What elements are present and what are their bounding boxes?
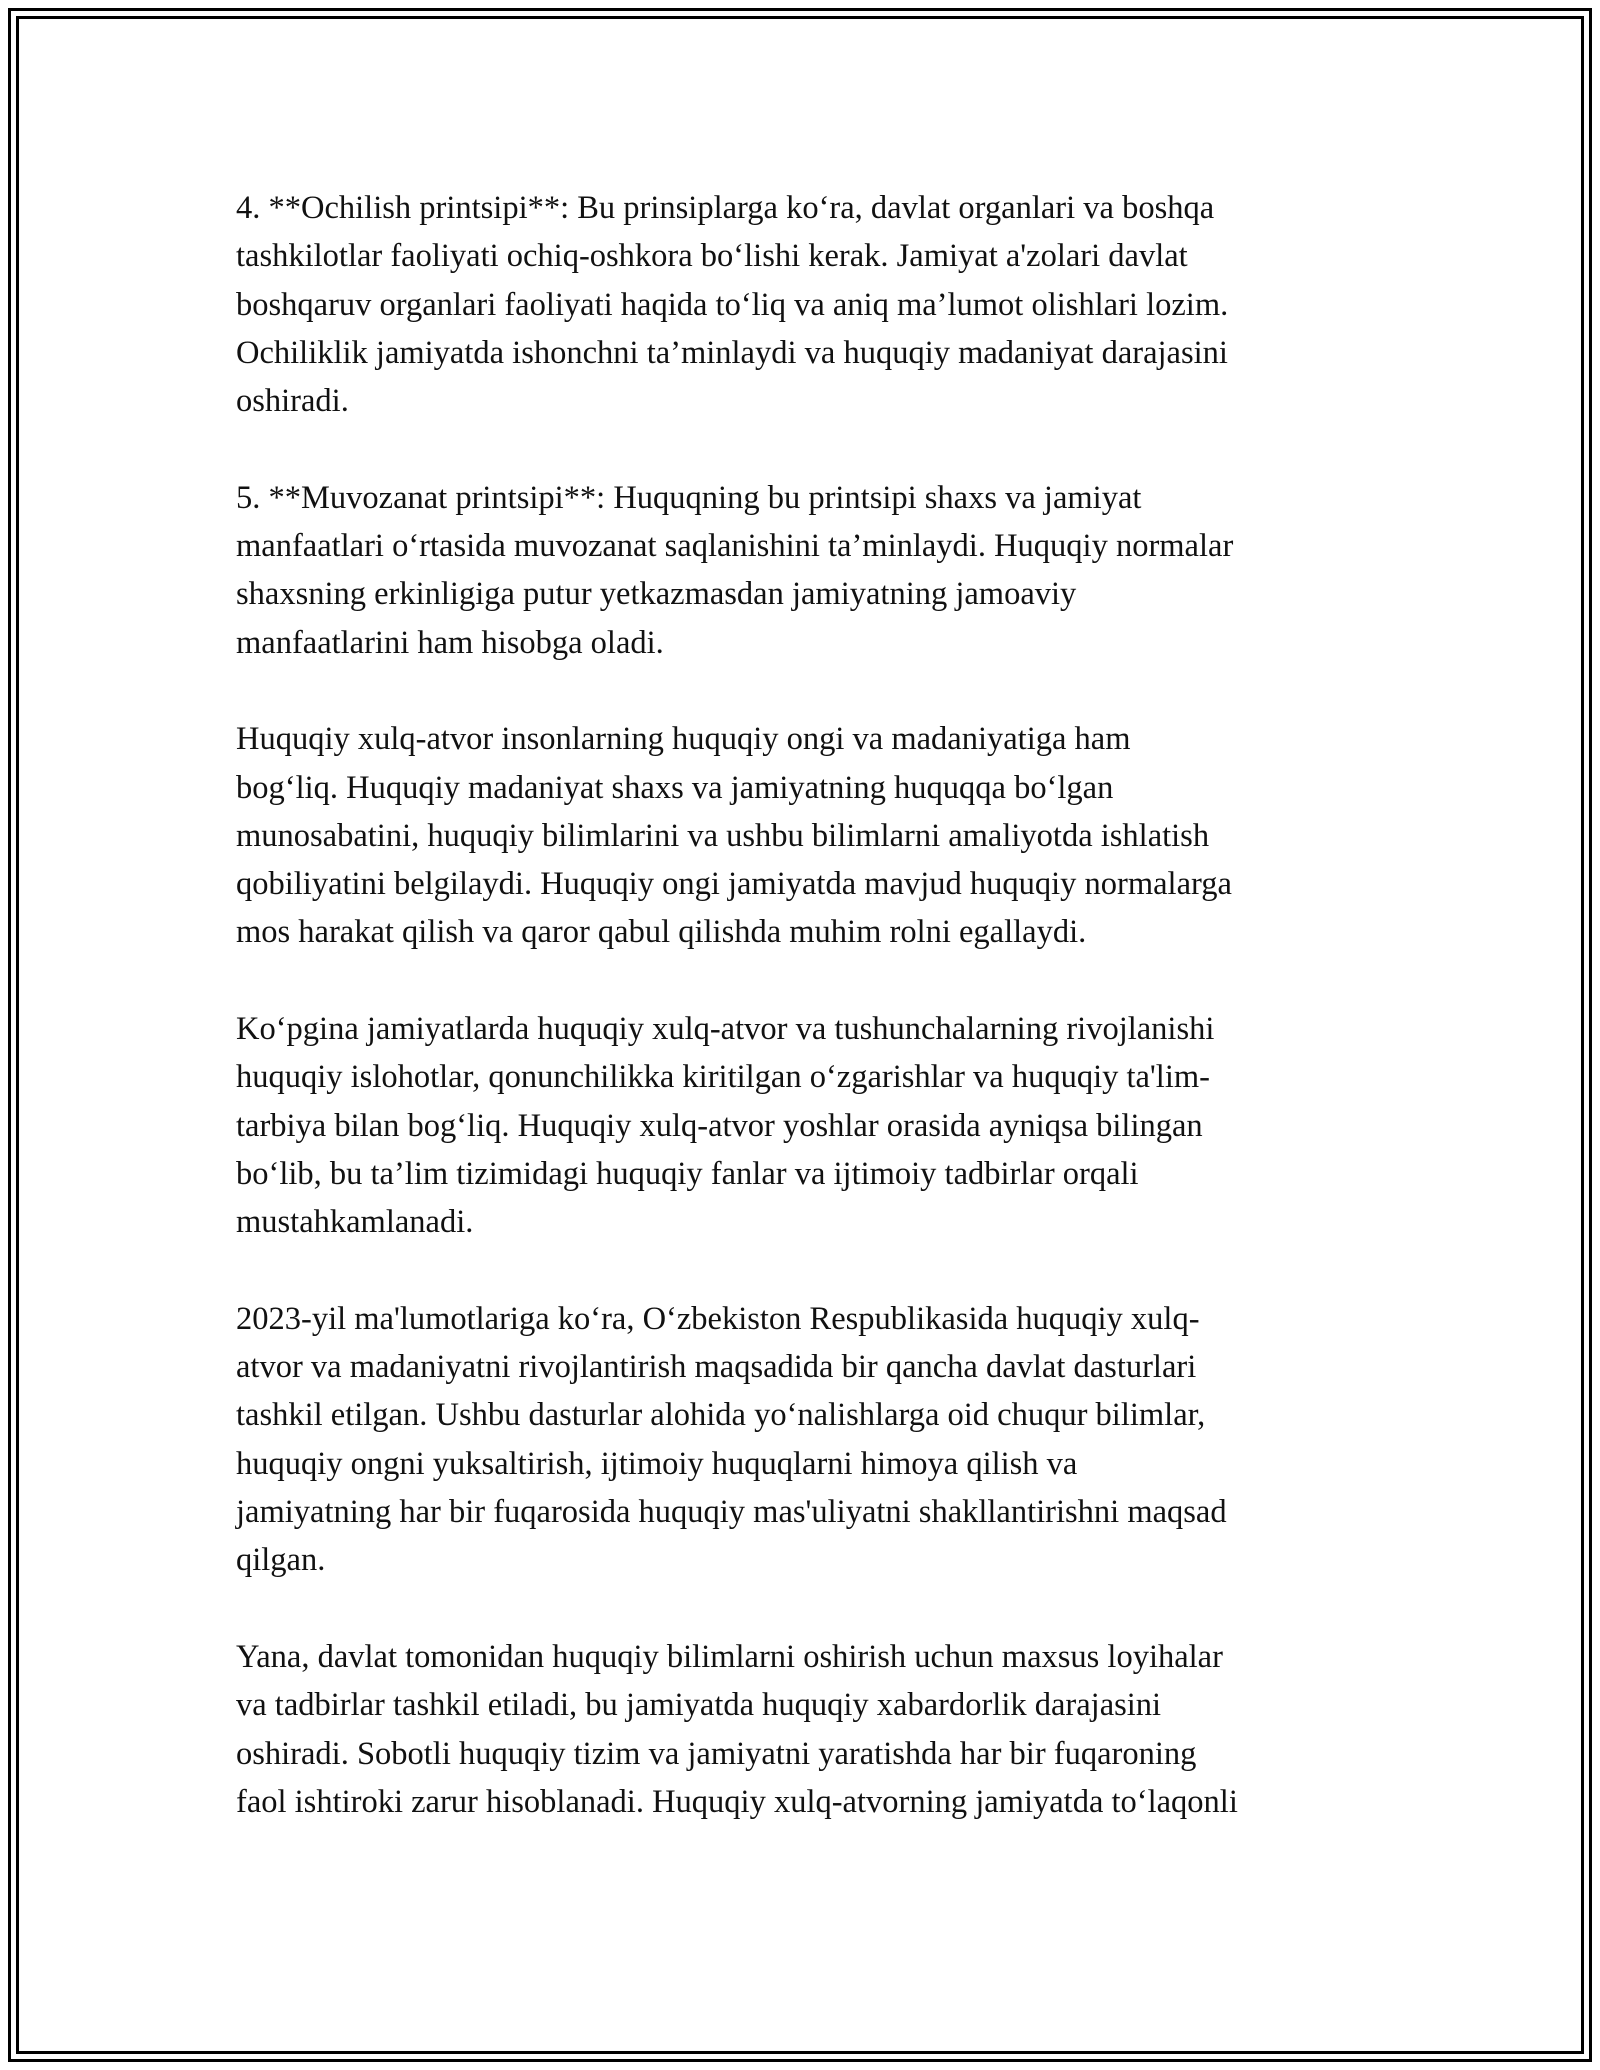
paragraph-legal-behavior: Huquqiy xulq-atvor insonlarning huquqiy ongi va madaniyatiga ham bog‘liq. Huquqiy madaniyat shaxs va jamiyatning huquqqa bo‘lgan munosabatini, huquqiy bilimlarini va ushbu bilimlarni amaliyotda ishlatish qobiliyatini belgilaydi. Huquqiy ongi jamiyatda mavjud huquqiy normalarga mos harakat qilish va qaror qabul qilishda muhim rolni egallaydi. [236, 721, 1232, 951]
document-body [236, 184, 1366, 1874]
paragraph-2023-data: 2023-yil ma'lumotlariga ko‘ra, O‘zbekiston Respublikasida huquqiy xulq- atvor va madaniyatni rivojlantirish maqsadida bir qancha davlat dasturlari tashkil etilgan. Ushbu dasturlar alohida yo‘nalishlarga oid chuqur bilimlar, huquqiy ongni yuksaltirish, ijtimoiy huquqlarni himoya qilish va jamiyatning har bir fuqarosida huquqiy mas'uliyatni shakllantirishni maqsad qilgan. [236, 1300, 1227, 1579]
paragraph-state-projects: Yana, davlat tomonidan huquqiy bilimlarni oshirish uchun maxsus loyihalar va tadbirlar tashkil etiladi, bu jamiyatda huquqiy xabardorlik darajasini oshiradi. Sobotli huquqiy tizim va jamiyatni yaratishda har bir fuqaroning faol ishtiroki zarur hisoblanadi. Huquqiy xulq-atvorning jamiyatda to‘laqonli [236, 1638, 1238, 1820]
paragraph-openness-principle: 4. **Ochilish printsipi**: Bu prinsiplarga ko‘ra, davlat organlari va boshqa tashkilotlar faoliyati ochiq-oshkora bo‘lishi kerak. Jamiyat a'zolari davlat boshqaruv organlari faoliyati haqida to‘liq va aniq ma’lumot olishlari lozim. Ochiliklik jamiyatda ishonchni ta’minlaydi va huquqiy madaniyat darajasini oshiradi. [236, 190, 1229, 420]
paragraph-development: Ko‘pgina jamiyatlarda huquqiy xulq-atvor va tushunchalarning rivojlanishi huquqiy islohotlar, qonunchilikka kiritilgan o‘zgarishlar va huquqiy ta'lim- tarbiya bilan bog‘liq. Huquqiy xulq-atvor yoshlar orasida ayniqsa bilingan bo‘lib, bu ta’lim tizimidagi huquqiy fanlar va ijtimoiy tadbirlar orqali mustahkamlanadi. [236, 1011, 1215, 1241]
paragraph-balance-principle: 5. **Muvozanat printsipi**: Huquqning bu printsipi shaxs va jamiyat manfaatlari o‘rtasida muvozanat saqlanishini ta’minlaydi. Huquqiy normalar shaxsning erkinligiga putur yetkazmasdan jamiyatning jamoaviy manfaatlarini ham hisobga oladi. [236, 479, 1234, 661]
